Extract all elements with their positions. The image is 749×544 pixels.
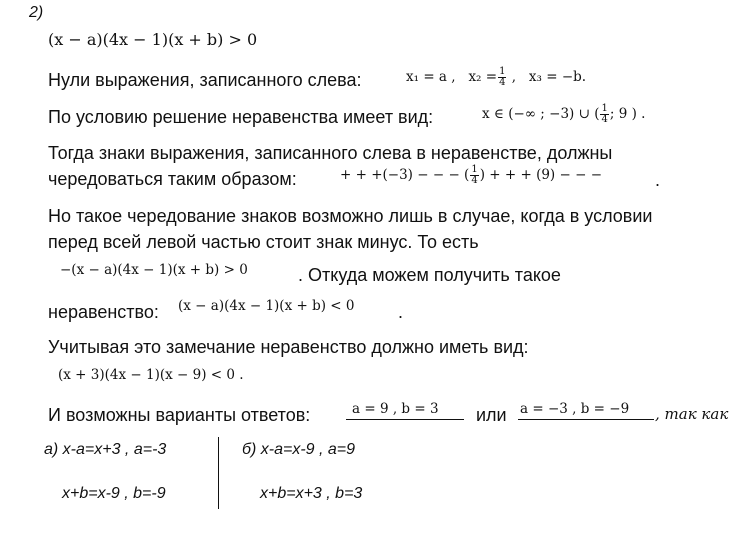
case-a-line1: а) x-a=x+3 , a=-3 xyxy=(44,441,167,458)
zero-x2-fraction: $\frac{1}{4}$ xyxy=(499,66,506,88)
answers-tail: , так как xyxy=(655,405,729,423)
signs-line2: чередоваться таким образом: xyxy=(48,169,297,189)
solution-set xyxy=(482,104,645,125)
case-a-line2: x+b=x-9 , b=-9 xyxy=(62,485,166,502)
sign-sequence-pre: + + +(−3) − − − ( xyxy=(340,167,470,183)
zero-x2-post: , xyxy=(507,69,517,85)
cases-divider xyxy=(218,437,219,509)
solution-set-post: ; 9 ) . xyxy=(609,106,646,122)
answers-label: И возможны варианты ответов: xyxy=(48,405,311,425)
sign-sequence-post: ) + + + (9) − − − xyxy=(479,167,603,183)
case-b-line2: x+b=x+3 , b=3 xyxy=(260,485,363,502)
minus-expression: −(x − a)(4x − 1)(x + b) > 0 xyxy=(60,262,248,278)
solution-set-pre: x ∈ (−∞ ; −3) ∪ ( xyxy=(482,106,600,122)
zeros-formula xyxy=(406,67,586,88)
signs-dot: . xyxy=(655,170,661,190)
zero-x2-pre: x₂ = xyxy=(468,69,498,85)
minus-line1: Но такое чередование знаков возможно лишь в случае, когда в условии xyxy=(48,206,653,226)
zero-x1: x₁ = a , xyxy=(406,69,456,85)
minus-expression2: (x − a)(4x − 1)(x + b) < 0 xyxy=(178,298,355,314)
answer-option2: a = −3 , b = −9 xyxy=(520,401,630,417)
minus-dot: . xyxy=(398,302,404,322)
problem-number: 2) xyxy=(29,4,44,21)
answer-option1: a = 9 , b = 3 xyxy=(352,401,439,417)
answers-or: или xyxy=(476,405,507,425)
sign-sequence xyxy=(340,165,602,186)
minus-after: . Откуда можем получить такое xyxy=(298,265,561,285)
note-line: Учитывая это замечание неравенство должно иметь вид: xyxy=(48,337,529,357)
solution-label: По условию решение неравенства имеет вид: xyxy=(48,107,434,127)
case-b-line1: б) x-a=x-9 , a=9 xyxy=(242,441,356,458)
minus-line2: перед всей левой частью стоит знак минус. То есть xyxy=(48,232,479,252)
main-inequality: (x − a)(4x − 1)(x + b) > 0 xyxy=(48,30,258,49)
zeros-label: Нули выражения, записанного слева: xyxy=(48,70,362,90)
minus-line4: неравенство: xyxy=(48,302,159,322)
sign-sequence-fraction: $\frac{1}{4}$ xyxy=(471,164,478,186)
signs-line1: Тогда знаки выражения, записанного слева в неравенстве, должны xyxy=(48,143,613,163)
solution-fraction: $\frac{1}{4}$ xyxy=(601,103,608,125)
note-expression: (x + 3)(4x − 1)(x − 9) < 0 . xyxy=(58,367,244,383)
zero-x3: x₃ = −b. xyxy=(528,69,587,85)
